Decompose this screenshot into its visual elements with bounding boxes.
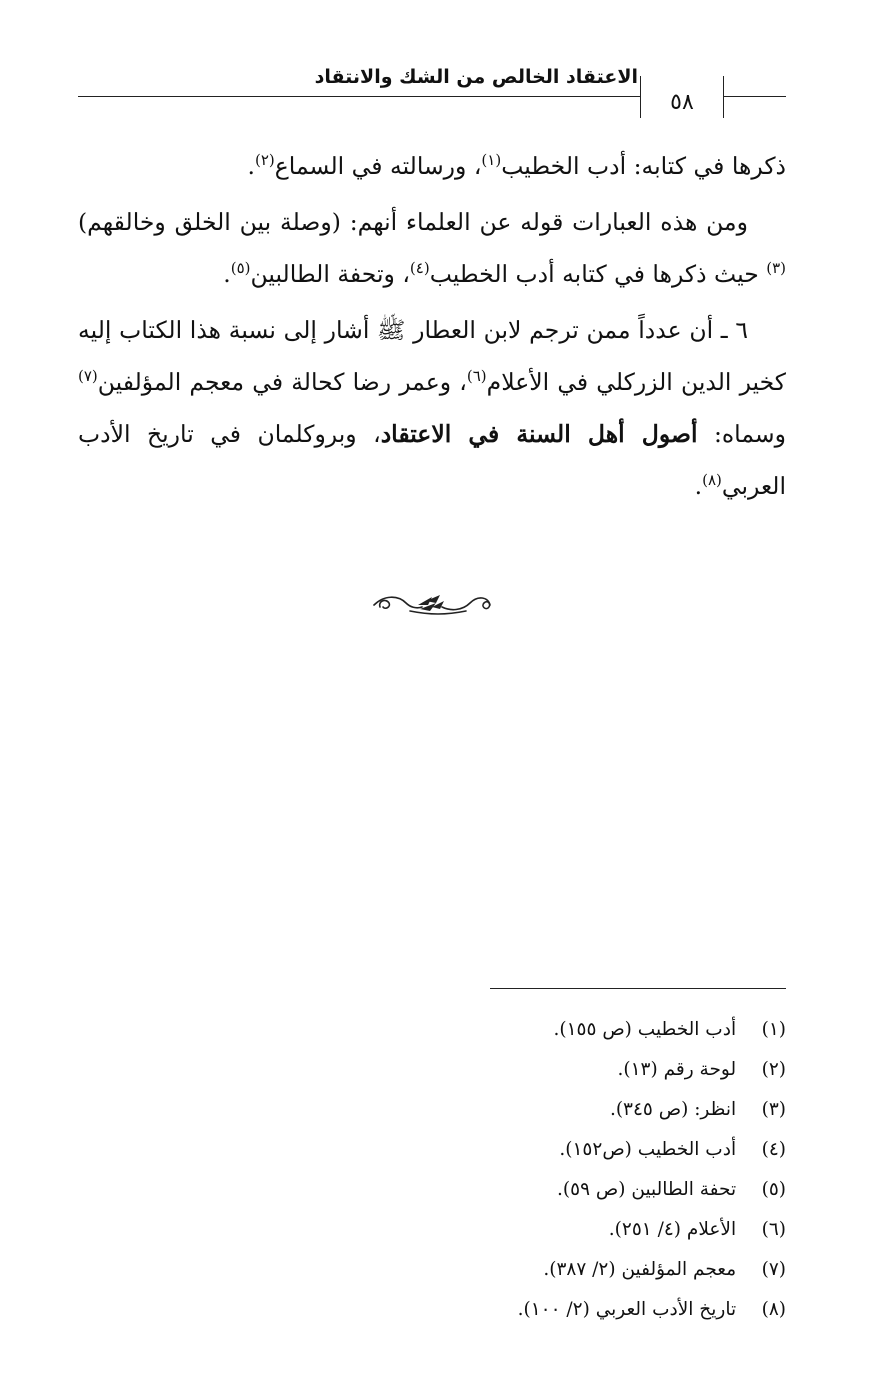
body-text [78,140,786,516]
footnote-number: (٧) [761,1259,786,1280]
footnote-separator [490,988,786,989]
footnote-item [78,1170,786,1210]
footnote-text: أدب الخطيب (ص ١٥٥). [553,1019,737,1040]
text-run: وسماه: [697,420,786,448]
footnote-text: تاريخ الأدب العربي (٢/ ١٠٠). [517,1299,737,1320]
paragraph-1 [78,140,786,192]
floral-divider-icon [370,585,494,625]
footnote-number: (٤) [761,1139,786,1160]
text-run: . [694,472,703,500]
text-run: ، وتحفة الطالبين [250,260,410,288]
footnote-ref: (٥) [230,259,251,278]
footnote-ref: (٦) [466,367,487,386]
text-run: حيث ذكرها في كتابه أدب الخطيب [429,260,767,288]
footnote-text: معجم المؤلفين (٢/ ٣٨٧). [543,1259,737,1280]
footnote-ref: (٢) [255,151,275,170]
footnote-number: (٣) [761,1099,786,1120]
footnote-ref: (٣) [766,259,786,278]
text-run: ٦ ـ أن عدداً ممن ترجم لابن العطار ﷺ أشار إلى نسبة هذا الكتاب إليه كخير الدين الزركلي في الأعلام [78,316,786,396]
footnote-number: (٨) [761,1299,786,1320]
header-title: الاعتقاد الخالص من الشك والانتقاد [314,66,638,88]
text-run: ، وعمر رضا كحالة في معجم المؤلفين [97,368,467,396]
footnote-item [78,1010,786,1050]
footnotes [78,1010,786,1330]
footnote-item [78,1250,786,1290]
text-run: ومن هذه العبارات قوله عن العلماء أنهم: (وصلة بين الخلق وخالقهم) [78,208,748,236]
footnote-text: الأعلام (٤/ ٢٥١). [608,1219,737,1240]
footnote-text: لوحة رقم (١٣). [617,1059,737,1080]
footnote-ref: (٤) [409,259,430,278]
footnote-text: انظر: (ص ٣٤٥). [609,1099,737,1120]
footnote-number: (٢) [761,1059,786,1080]
paragraph-2 [78,196,786,300]
text-run: ، ورسالته في السماع [274,152,482,180]
footnote-item [78,1290,786,1330]
page-number: ٥٨ [670,90,694,115]
text-run: . [247,152,255,180]
paragraph-3 [78,304,786,512]
text-run: ، وبروكلمان في تاريخ الأدب العربي [78,420,786,500]
footnote-ref: (٨) [702,471,722,490]
header-tick-right [723,76,724,118]
footnote-number: (٥) [761,1179,786,1200]
footnote-number: (١) [761,1019,786,1040]
header-rule [78,96,640,97]
header-tick-left [640,76,641,118]
footnote-text: أدب الخطيب (ص١٥٢). [559,1139,737,1160]
running-header [78,62,786,122]
book-title-bold: أصول أهل السنة في الاعتقاد [380,420,698,448]
footnote-number: (٦) [761,1219,786,1240]
footnote-ref: (٧) [78,367,98,386]
text-run: ذكرها في كتابه: أدب الخطيب [501,152,786,180]
footnote-item [78,1210,786,1250]
footnote-ref: (١) [481,151,502,170]
header-rule-right [723,96,786,97]
text-run: . [223,260,231,288]
footnote-text: تحفة الطالبين (ص ٥٩). [557,1179,737,1200]
footnote-item [78,1130,786,1170]
footnote-item [78,1090,786,1130]
footnote-item [78,1050,786,1090]
